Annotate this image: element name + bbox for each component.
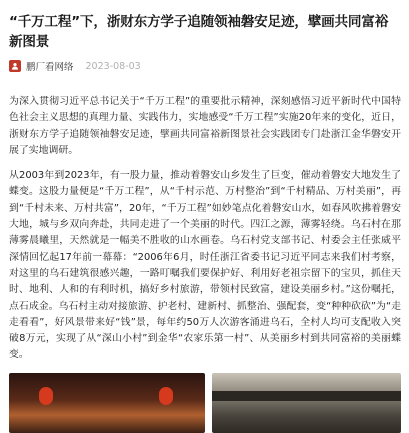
- author-name[interactable]: 鹏厂看网络: [26, 62, 74, 73]
- article-meta: [9, 59, 401, 73]
- article-title: “千万工程”下，浙财东方学子追随领袖磐安足迹，擘画共同富裕新图景: [9, 14, 389, 50]
- person-icon: [11, 62, 19, 70]
- lantern-shape: [159, 387, 173, 405]
- article-paragraph-1: 为深入贯彻习近平总书记关于“千万工程”的重要批示精神，深刻感悟习近平新时代中国特色社会主义思想的真理力量、实践伟力，实地感受“千万工程”实施20年来的变化，近日，浙财东方学子追随领袖磐安足迹，擘画共同富裕新图景社会实践团专门赴浙江金华磐安开展了实地调研。: [9, 96, 401, 156]
- article-paragraph-2: 从2003年到2023年，有一股力量，推动着磐安山乡发生了巨变，催动着磐安大地发生了蝶变。这股力量便是“千万工程”，从“千村示范、万村整治”到“千村精品、万村美丽”，再到“千村未来、万村共富”，20年，“千万工程”如妙笔点化着磐安山水，如春风吹拂着磐安大地，城与乡双向奔赴，共同走进了一个美丽的时代。四江之源，薄雾轻绕。乌石村在那薄雾晨曦里，天然就是一幅美不胜收的山水画卷。乌石村党支部书记、村委会主任张威平深情回忆起17年前一幕幕：“2006年6月，时任浙江省委书记习近平同志来我们村考察，对这里的乌石建筑很感兴趣，一路叮嘱我们要保护好、利用好老祖宗留下的宝贝，抓住天时、地利、人和的有利时机，搞好乡村旅游，带领村民致富，建设美丽乡村。”这份嘱托，点石成金。乌石村主动对接旅游、护老村、建新村、抓整治、强配套，变“种种砍砍”为“走走看看”，好风景带来好“钱”景，每年约50万人次游客涌进乌石，全村人均可支配收入突破8万元，实现了从“深山小村”到金华“农家乐第一村”、从美丽乡村到共同富裕的美丽蝶变。: [9, 170, 401, 361]
- photo-village-lanterns[interactable]: [9, 373, 205, 433]
- publish-date: 2023-08-03: [85, 60, 141, 72]
- author-avatar[interactable]: [9, 60, 21, 72]
- photo-village-roofs[interactable]: [212, 373, 402, 433]
- lantern-shape: [39, 387, 53, 405]
- roof-shape: [212, 391, 402, 401]
- article-photos: [9, 373, 401, 433]
